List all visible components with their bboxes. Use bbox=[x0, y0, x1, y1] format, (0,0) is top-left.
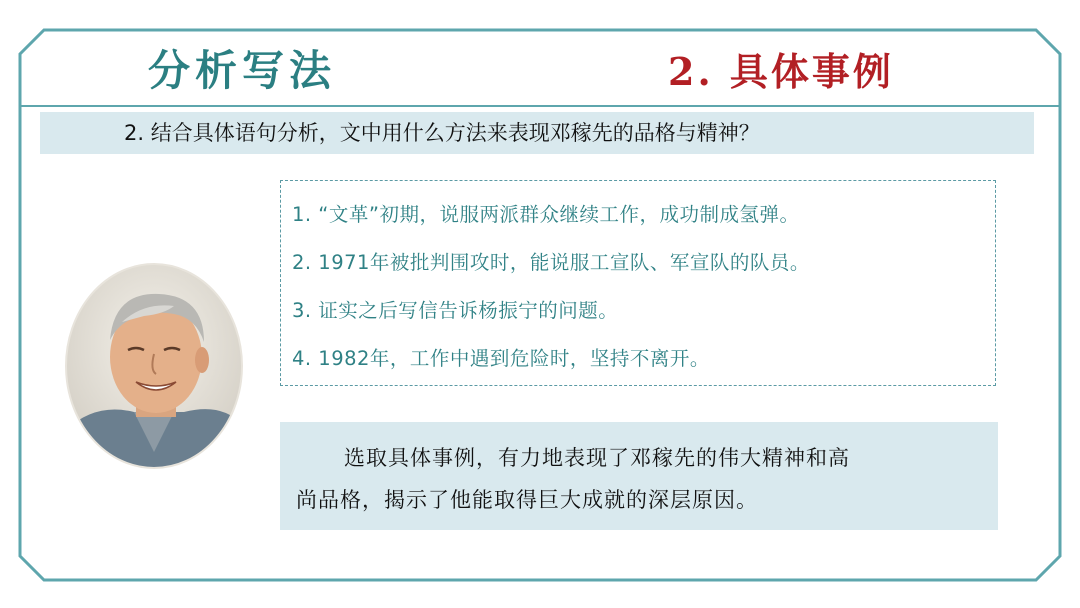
portrait-image bbox=[64, 262, 244, 470]
event-item-4: 4. 1982年，工作中遇到危险时，坚持不离开。 bbox=[292, 347, 710, 370]
slide-subtitle: 2. 具体事例 bbox=[668, 49, 894, 94]
question-text: 2. 结合具体语句分析，文中用什么方法来表现邓稼先的品格与精神？ bbox=[124, 121, 760, 145]
slide-title: 分析写法 bbox=[148, 46, 337, 95]
summary-line-1: 选取具体事例，有力地表现了邓稼先的伟大精神和高 bbox=[344, 446, 850, 470]
event-item-3: 3. 证实之后写信告诉杨振宁的问题。 bbox=[292, 299, 619, 322]
event-item-1: 1. “文革”初期，说服两派群众继续工作，成功制成氢弹。 bbox=[292, 203, 800, 226]
event-item-2: 2. 1971年被批判围攻时，能说服工宣队、军宣队的队员。 bbox=[292, 251, 810, 274]
summary-line-2: 尚品格，揭示了他能取得巨大成就的深层原因。 bbox=[296, 488, 758, 512]
